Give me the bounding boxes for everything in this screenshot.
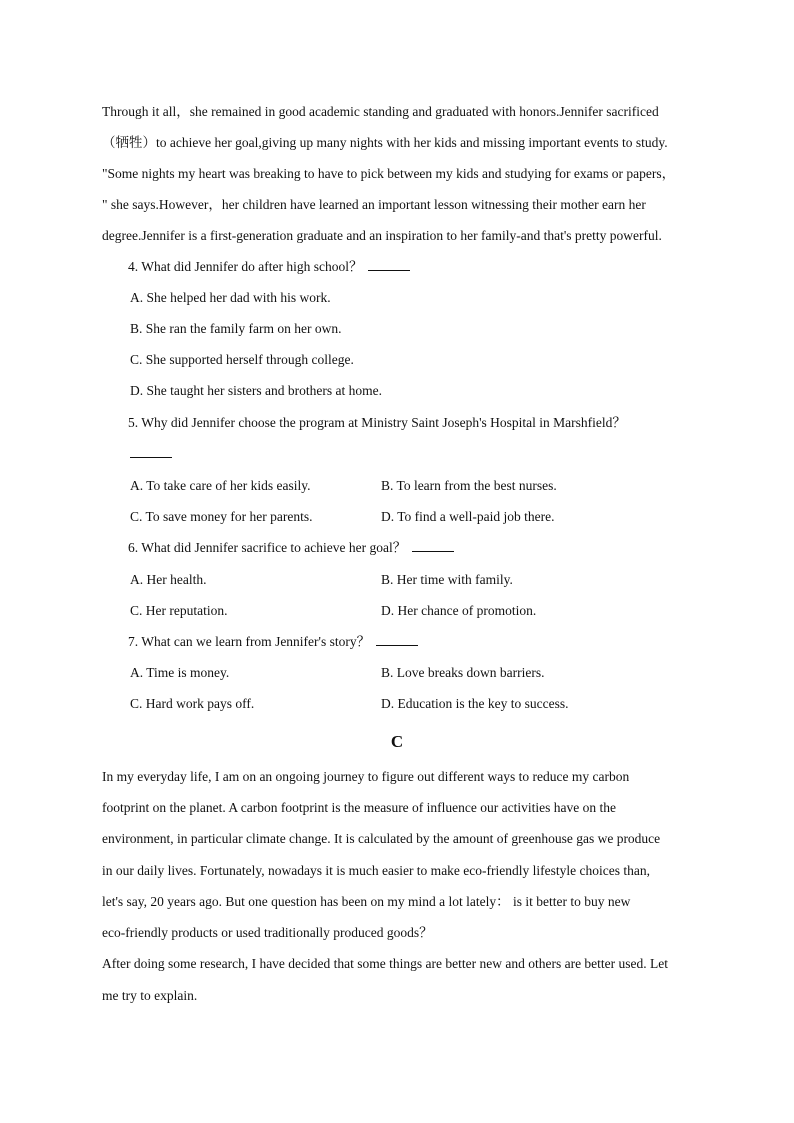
q6-option-d: D. Her chance of promotion. bbox=[381, 603, 537, 618]
answer-blank-5 bbox=[130, 445, 172, 458]
q7-option-c: C. Hard work pays off. bbox=[130, 696, 255, 711]
passage-c-line-7: After doing some research, I have decided that some things are better new and others are better used. Let bbox=[102, 956, 669, 971]
answer-blank-7 bbox=[376, 633, 418, 646]
q7-option-b: B. Love breaks down barriers. bbox=[381, 665, 545, 680]
passage-b-line-4: " she says.However，her children have learned an important lesson witnessing their mother earn her bbox=[102, 197, 646, 212]
q4-option-b: B. She ran the family farm on her own. bbox=[130, 321, 342, 336]
question-4-stem: 4. What did Jennifer do after high school？ bbox=[128, 259, 363, 274]
q5-option-b: B. To learn from the best nurses. bbox=[381, 478, 557, 493]
answer-blank-4 bbox=[368, 258, 410, 271]
q6-option-c: C. Her reputation. bbox=[130, 603, 228, 618]
section-heading-c: C bbox=[390, 732, 404, 751]
q6-option-a: A. Her health. bbox=[130, 572, 207, 587]
q7-option-d: D. Education is the key to success. bbox=[381, 696, 569, 711]
passage-c-line-2: footprint on the planet. A carbon footprint is the measure of influence our activities have on the bbox=[102, 800, 616, 815]
question-5 bbox=[130, 445, 172, 463]
q4-option-a: A. She helped her dad with his work. bbox=[130, 290, 331, 305]
q4-option-c: C. She supported herself through college. bbox=[130, 352, 354, 367]
question-7 bbox=[128, 633, 418, 651]
question-7-stem: 7. What can we learn from Jennifer's story？ bbox=[128, 634, 371, 649]
question-5-stem: 5. Why did Jennifer choose the program at Ministry Saint Joseph's Hospital in Marshfield？ bbox=[128, 415, 626, 430]
passage-b-line-3: "Some nights my heart was breaking to have to pick between my kids and studying for exams or papers， bbox=[102, 166, 676, 181]
passage-c-line-1: In my everyday life, I am on an ongoing journey to figure out different ways to reduce my carbon bbox=[102, 769, 630, 784]
passage-c-line-8: me try to explain. bbox=[102, 988, 198, 1003]
q5-option-d: D. To find a well-paid job there. bbox=[381, 509, 555, 524]
passage-c-line-3: environment, in particular climate change. It is calculated by the amount of greenhouse gas we produce bbox=[102, 831, 661, 846]
passage-b-line-1: Through it all，she remained in good academic standing and graduated with honors.Jennifer sacrificed bbox=[102, 104, 659, 119]
question-6 bbox=[128, 539, 454, 557]
answer-blank-6 bbox=[412, 539, 454, 552]
q6-option-b: B. Her time with family. bbox=[381, 572, 513, 587]
passage-b-line-2: （牺牲）to achieve her goal,giving up many nights with her kids and missing important events to study. bbox=[102, 135, 668, 150]
passage-c-line-6: eco-friendly products or used traditionally produced goods？ bbox=[102, 925, 433, 940]
q5-option-c: C. To save money for her parents. bbox=[130, 509, 313, 524]
passage-b-line-5: degree.Jennifer is a first-generation graduate and an inspiration to her family-and that's pretty powerful. bbox=[102, 228, 662, 243]
q5-option-a: A. To take care of her kids easily. bbox=[130, 478, 311, 493]
q7-option-a: A. Time is money. bbox=[130, 665, 230, 680]
passage-c-line-4: in our daily lives. Fortunately, nowadays it is much easier to make eco-friendly lifestyle choices than, bbox=[102, 863, 650, 878]
question-4 bbox=[128, 258, 410, 276]
question-6-stem: 6. What did Jennifer sacrifice to achieve her goal？ bbox=[128, 540, 407, 555]
passage-c-line-5: let's say, 20 years ago. But one question has been on my mind a lot lately： is it better to buy new bbox=[102, 894, 631, 909]
q4-option-d: D. She taught her sisters and brothers at home. bbox=[130, 383, 382, 398]
